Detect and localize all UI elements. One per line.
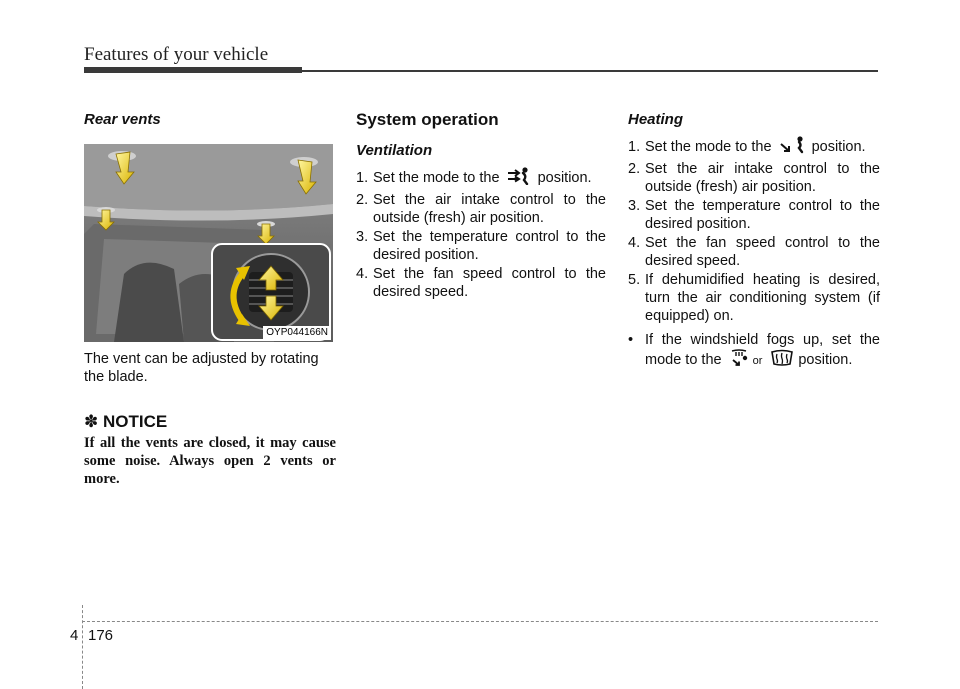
list-item <box>628 136 880 159</box>
defrost-mode-icon <box>770 349 794 372</box>
bullet-text: If the windshield fogs up, set the mode to the <box>645 332 880 368</box>
face-vent-mode-icon <box>506 167 532 190</box>
page-header-title: Features of your vehicle <box>84 44 269 65</box>
step-text: Set the mode to the <box>645 139 772 155</box>
rear-vents-illustration <box>84 144 333 342</box>
bullet-text-end: position. <box>798 352 853 368</box>
middle-column <box>356 108 606 302</box>
figure-code-label: OYP044166N <box>263 326 331 340</box>
step-number: 5. <box>628 272 641 288</box>
chapter-number: 4 <box>70 627 79 644</box>
list-item <box>628 160 880 196</box>
rear-vents-heading: Rear vents <box>84 111 161 128</box>
left-column <box>84 108 336 488</box>
step-text: Set the fan speed control to the desired speed. <box>645 235 880 269</box>
rear-vents-caption: The vent can be adjusted by rotating the blade. <box>84 351 319 385</box>
heating-steps <box>628 136 880 372</box>
list-item <box>628 197 880 233</box>
notice-text: If all the vents are closed, it may cause some noise. Always open 2 vents or more. <box>84 435 336 487</box>
footer-divider <box>82 605 83 689</box>
system-operation-heading: System operation <box>356 110 499 129</box>
step-text: Set the air intake control to the outside (fresh) air position. <box>645 161 880 195</box>
rear-vents-figure <box>84 144 333 342</box>
list-item <box>356 191 606 227</box>
step-number: 3. <box>356 229 369 245</box>
list-item <box>628 331 880 372</box>
step-number: 2. <box>628 161 641 177</box>
list-item <box>628 271 880 325</box>
step-number: 1. <box>356 170 369 186</box>
step-text: If dehumidified heating is desired, turn the air conditioning system (if equipped) on. <box>645 272 880 324</box>
step-text-end: position. <box>811 139 866 155</box>
list-item <box>356 228 606 264</box>
step-text: Set the temperature control to the desired position. <box>645 198 880 232</box>
step-text: Set the fan speed control to the desired speed. <box>373 266 606 300</box>
step-number: 3. <box>628 198 641 214</box>
ventilation-subheading: Ventilation <box>356 142 433 159</box>
step-text-end: position. <box>537 170 592 186</box>
step-number: 1. <box>628 139 641 155</box>
step-number: 4. <box>628 235 641 251</box>
mix-mode-icon <box>730 349 750 372</box>
step-text: Set the temperature control to the desired position. <box>373 229 606 263</box>
heating-heading: Heating <box>628 111 684 128</box>
step-number: 4. <box>356 266 369 282</box>
bullet-mark: • <box>628 332 634 348</box>
right-column <box>628 108 880 373</box>
step-text: Set the mode to the <box>373 170 500 186</box>
header-rule-thick <box>84 67 302 73</box>
list-item <box>356 265 606 301</box>
ventilation-steps <box>356 167 606 301</box>
floor-mode-icon <box>778 136 806 159</box>
or-text: or <box>752 355 763 367</box>
step-text: Set the air intake control to the outside (fresh) air position. <box>373 192 606 226</box>
list-item <box>356 167 606 190</box>
footer-rule <box>82 621 878 622</box>
page-number: 176 <box>88 627 114 644</box>
header-rule-thin <box>302 70 878 72</box>
notice-title: ✽ NOTICE <box>84 412 168 431</box>
list-item <box>628 234 880 270</box>
step-number: 2. <box>356 192 369 208</box>
